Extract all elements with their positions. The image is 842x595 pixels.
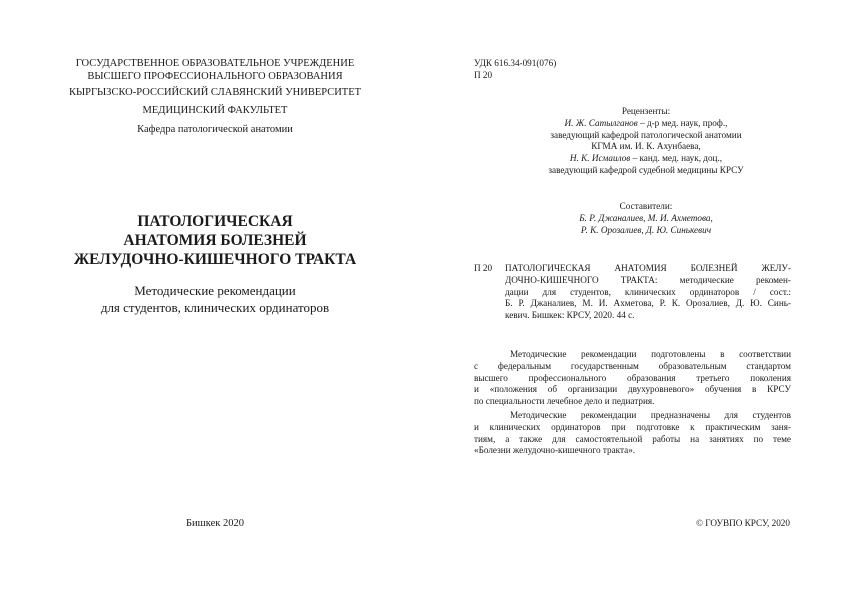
reviewer-1-institution: КГМА им. И. К. Ахунбаева, [591,141,701,152]
annotation-1-line-4: и «положения об организации двухуровневого» обучения в КРСУ [474,384,791,395]
document-subtitle [40,283,390,316]
city-year: Бишкек 2020 [186,518,244,529]
university-name: КЫРГЫЗСКО-РОССИЙСКИЙ СЛАВЯНСКИЙ УНИВЕРСИТЕТ [68,87,362,98]
institution-line-2: ВЫСШЕГО ПРОФЕССИОНАЛЬНОГО ОБРАЗОВАНИЯ [87,71,343,82]
reviewer-2-degree: – канд. мед. наук, доц., [630,153,723,164]
reviewer-2-position: заведующий кафедрой судебной медицины КРСУ [548,164,744,175]
annotation-2-line-1: Методические рекомендации предназначены для студентов [510,410,791,420]
document-title [40,212,390,269]
faculty-name: МЕДИЦИНСКИЙ ФАКУЛЬТЕТ [142,105,288,116]
title-line-1: ПАТОЛОГИЧЕСКАЯ [137,213,293,230]
annotation-1-line-5: по специальности лечебное дело и педиатрия. [474,396,655,407]
compilers-heading: Составители: [619,201,673,211]
title-line-3: ЖЕЛУДОЧНО-КИШЕЧНОГО ТРАКТА [73,251,357,268]
reviewer-1-name: И. Ж. Сатылганов [564,117,638,128]
bibliographic-record [505,263,791,322]
biblio-index: П 20 [474,263,493,273]
reviewer-1-position: заведующий кафедрой патологической анатомии [550,129,742,140]
compilers-block [481,201,811,236]
compilers-line-2: Р. К. Орозалиев, Д. Ю. Синькевич [580,224,712,235]
annotation-1-line-3: высшего профессионального образования третьего поколения [474,372,791,383]
annotation-paragraph-2 [474,410,791,457]
institution-header [40,57,390,83]
title-line-2: АНАТОМИЯ БОЛЕЗНЕЙ [123,232,307,249]
biblio-line-5: кевич. Бишкек: КРСУ, 2020. 44 с. [505,310,635,321]
copyright-notice: © ГОУВПО КРСУ, 2020 [695,518,790,528]
reviewer-2-name: Н. К. Исмаилов [569,153,631,164]
subtitle-line-2: для студентов, клинических ординаторов [100,299,330,315]
annotation-1-line-2: с федеральным государственным образовательным стандартом [474,360,791,371]
reviewer-1-degree: – д-р мед. наук, проф., [637,117,728,128]
annotation-1-line-1: Методические рекомендации подготовлены в соответствии [510,349,791,359]
annotation-2-line-4: «Болезни желудочно-кишечного тракта». [474,445,636,456]
biblio-line-3: дации для студентов, клинических ординаторов / сост.: [505,286,791,297]
imprint-page [421,0,842,595]
department-name: Кафедра патологической анатомии [137,124,293,135]
biblio-line-1: ПАТОЛОГИЧЕСКАЯ АНАТОМИЯ БОЛЕЗНЕЙ ЖЕЛУ- [505,263,791,273]
institution-line-1: ГОСУДАРСТВЕННОЕ ОБРАЗОВАТЕЛЬНОЕ УЧРЕЖДЕНИЕ [75,58,355,69]
library-index: П 20 [474,69,493,80]
annotation-paragraph-1 [474,349,791,408]
udk-code: УДК 616.34-091(076) [474,58,557,68]
compilers-line-1: Б. Р. Джаналиев, М. И. Ахметова, [579,212,713,223]
classification-block [474,58,556,82]
biblio-line-4: Б. Р. Джаналиев, М. И. Ахметова, Р. К. Орозалиев, Д. Ю. Синь- [505,298,791,309]
reviewers-heading: Рецензенты: [621,106,671,116]
annotation-2-line-3: тиям, а также для самостоятельной работы на занятиях по теме [474,433,791,444]
annotation-2-line-2: и клинических ординаторов при подготовке к практическим заня- [474,421,791,432]
subtitle-line-1: Методические рекомендации [134,283,296,298]
reviewers-block [481,106,811,177]
biblio-line-2: ДОЧНО-КИШЕЧНОГО ТРАКТА: методические рекомен- [505,274,791,285]
